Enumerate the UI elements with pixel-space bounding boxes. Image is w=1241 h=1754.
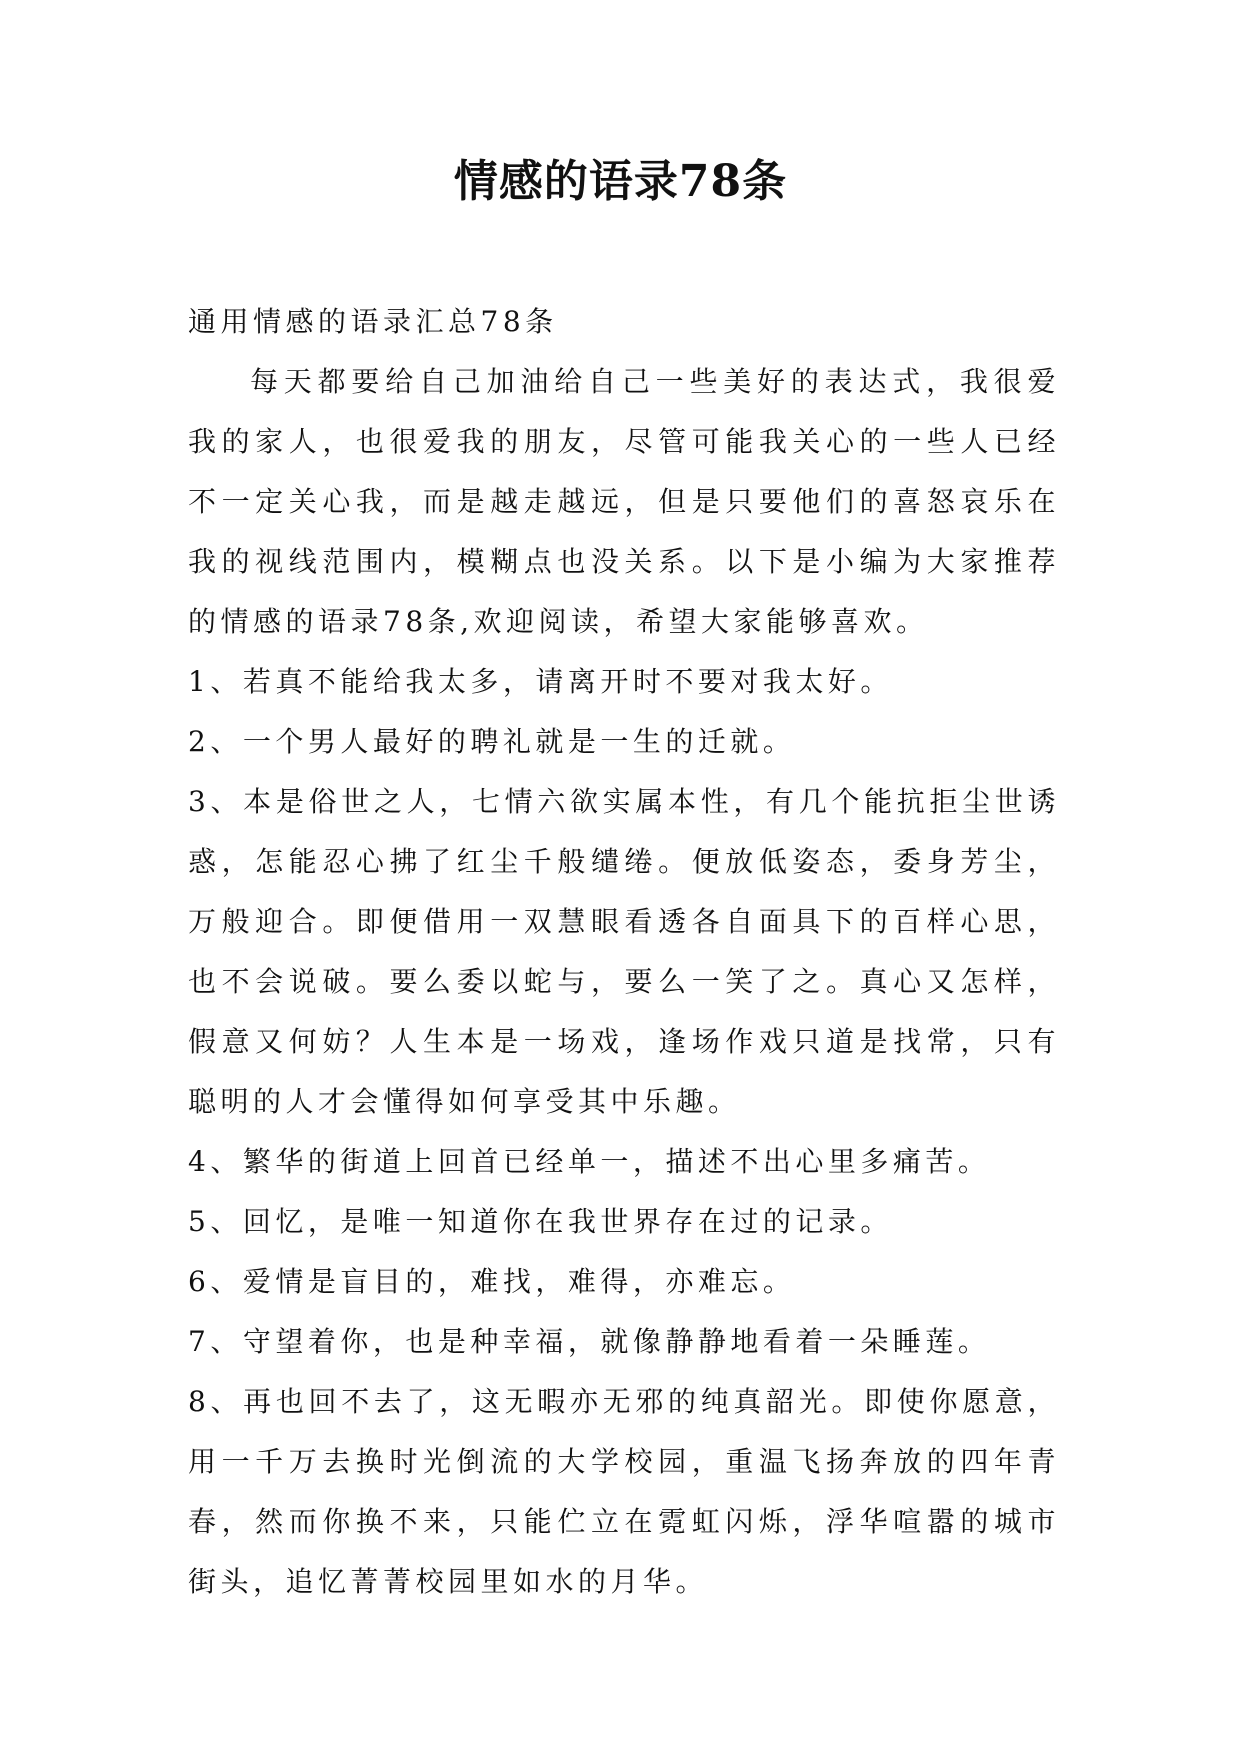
list-item: 3、本是俗世之人，七情六欲实属本性，有几个能抗拒尘世诱惑，怎能忍心拂了红尘千般缱绻。便放低姿态，委身芳尘，万般迎合。即便借用一双慧眼看透各自面具下的百样心思，也不会说破。要么委以蛇与，要么一笑了之。真心又怎样，假意又何妨？人生本是一场戏，逢场作戏只道是找常，只有聪明的人才会懂得如何享受其中乐趣。 bbox=[188, 785, 1060, 1118]
list-item: 5、回忆，是唯一知道你在我世界存在过的记录。 bbox=[188, 1205, 893, 1238]
list-item: 1、若真不能给我太多，请离开时不要对我太好。 bbox=[188, 665, 893, 698]
list-item: 8、再也回不去了，这无暇亦无邪的纯真韶光。即使你愿意，用一千万去换时光倒流的大学校园，重温飞扬奔放的四年青春，然而你换不来，只能伫立在霓虹闪烁，浮华喧嚣的城市街头，追忆菁菁校园里如水的月华。 bbox=[188, 1385, 1060, 1598]
list-item: 4、繁华的街道上回首已经单一，描述不出心里多痛苦。 bbox=[188, 1145, 991, 1178]
document-title: 情感的语录78条 bbox=[453, 156, 788, 207]
intro-paragraph: 每天都要给自己加油给自己一些美好的表达式，我很爱我的家人，也很爱我的朋友，尽管可能我关心的一些人已经不一定关心我，而是越走越远，但是只要他们的喜怒哀乐在我的视线范围内，模糊点也没关系。以下是小编为大家推荐的情感的语录78条,欢迎阅读，希望大家能够喜欢。 bbox=[188, 365, 1060, 638]
list-item: 6、爱情是盲目的，难找，难得，亦难忘。 bbox=[188, 1265, 796, 1298]
list-item: 2、一个男人最好的聘礼就是一生的迁就。 bbox=[188, 725, 796, 758]
document-subtitle: 通用情感的语录汇总78条 bbox=[188, 305, 558, 338]
document-body bbox=[188, 292, 1060, 1612]
list-item: 7、守望着你，也是种幸福，就像静静地看着一朵睡莲。 bbox=[188, 1325, 991, 1358]
